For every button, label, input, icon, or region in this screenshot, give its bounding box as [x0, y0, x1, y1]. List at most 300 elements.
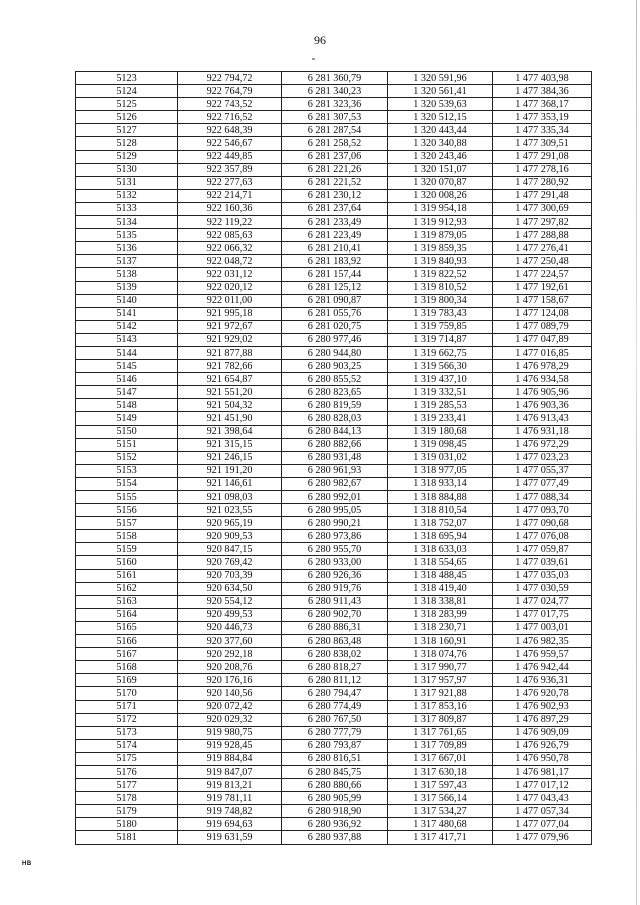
- coordinate-cell: 922 277,63: [178, 176, 282, 189]
- coordinate-cell: 6 281 230,12: [282, 189, 388, 202]
- coordinate-cell: 1 477 023,23: [493, 451, 592, 464]
- coordinate-cell: 6 280 977,46: [282, 333, 388, 346]
- point-number-cell: 5142: [76, 320, 178, 333]
- coordinate-cell: 1 477 353,19: [493, 111, 592, 124]
- coordinate-cell: 6 280 936,92: [282, 818, 388, 831]
- table-row: [76, 517, 592, 530]
- point-number-cell: 5156: [76, 504, 178, 517]
- table-row: [76, 255, 592, 268]
- coordinate-cell: 922 743,52: [178, 98, 282, 111]
- coordinate-cell: 1 317 534,27: [388, 805, 493, 818]
- coordinate-cell: 1 318 884,88: [388, 491, 493, 504]
- point-number-cell: 5134: [76, 216, 178, 229]
- coordinate-cell: 6 280 823,65: [282, 386, 388, 399]
- coordinate-cell: 1 477 030,59: [493, 582, 592, 595]
- coordinate-cell: 1 476 959,57: [493, 648, 592, 661]
- coordinate-cell: 1 320 151,07: [388, 163, 493, 176]
- point-number-cell: 5139: [76, 281, 178, 294]
- table-row: [76, 124, 592, 137]
- coordinate-cell: 6 280 777,79: [282, 726, 388, 739]
- coordinate-cell: 1 317 853,16: [388, 700, 493, 713]
- table-row: [76, 373, 592, 386]
- coordinate-cell: 6 281 221,26: [282, 163, 388, 176]
- coordinate-cell: 6 281 157,44: [282, 268, 388, 281]
- coordinate-cell: 921 504,32: [178, 399, 282, 412]
- coordinate-cell: 921 877,88: [178, 346, 282, 359]
- point-number-cell: 5128: [76, 137, 178, 150]
- coordinate-cell: 1 319 879,05: [388, 229, 493, 242]
- coordinate-cell: 6 280 767,50: [282, 713, 388, 726]
- table-row: [76, 569, 592, 582]
- coordinate-cell: 919 813,21: [178, 779, 282, 792]
- coordinate-cell: 1 318 338,81: [388, 595, 493, 608]
- point-number-cell: 5154: [76, 477, 178, 490]
- coordinate-cell: 6 280 961,93: [282, 464, 388, 477]
- point-number-cell: 5127: [76, 124, 178, 137]
- coordinate-cell: 1 318 283,99: [388, 608, 493, 621]
- coordinate-cell: 1 319 233,41: [388, 412, 493, 425]
- coordinate-cell: 1 319 098,45: [388, 438, 493, 451]
- table-row: [76, 739, 592, 752]
- table-row: [76, 700, 592, 713]
- table-row: [76, 687, 592, 700]
- coordinate-cell: 1 477 035,03: [493, 569, 592, 582]
- coordinate-cell: 922 119,22: [178, 216, 282, 229]
- footer-code: HB: [22, 861, 32, 867]
- coordinate-cell: 1 477 291,08: [493, 150, 592, 163]
- point-number-cell: 5180: [76, 818, 178, 831]
- table-row: [76, 320, 592, 333]
- coordinate-cell: 921 929,02: [178, 333, 282, 346]
- coordinate-cell: 6 280 944,80: [282, 346, 388, 359]
- coordinate-cell: 1 317 761,65: [388, 726, 493, 739]
- table-row: [76, 150, 592, 163]
- table-row: [76, 216, 592, 229]
- coordinate-cell: 1 477 224,57: [493, 268, 592, 281]
- coordinate-cell: 922 648,39: [178, 124, 282, 137]
- table-row: [76, 543, 592, 556]
- coordinate-cell: 1 477 384,36: [493, 85, 592, 98]
- coordinate-cell: 1 318 230,71: [388, 621, 493, 634]
- table-row: [76, 412, 592, 425]
- coordinate-cell: 6 281 090,87: [282, 294, 388, 307]
- point-number-cell: 5170: [76, 687, 178, 700]
- table-row: [76, 726, 592, 739]
- coordinate-cell: 1 319 840,93: [388, 255, 493, 268]
- coordinate-cell: 1 317 921,88: [388, 687, 493, 700]
- point-number-cell: 5160: [76, 556, 178, 569]
- coordinate-cell: 1 477 090,68: [493, 517, 592, 530]
- coordinate-cell: 921 246,15: [178, 451, 282, 464]
- point-number-cell: 5159: [76, 543, 178, 556]
- coordinate-cell: 1 320 561,41: [388, 85, 493, 98]
- point-number-cell: 5130: [76, 163, 178, 176]
- table-row: [76, 176, 592, 189]
- table-row: [76, 137, 592, 150]
- coordinate-cell: 922 066,32: [178, 242, 282, 255]
- point-number-cell: 5176: [76, 765, 178, 778]
- table-row: [76, 307, 592, 320]
- point-number-cell: 5179: [76, 805, 178, 818]
- coordinate-cell: 1 477 291,48: [493, 189, 592, 202]
- coordinate-cell: 1 318 752,07: [388, 517, 493, 530]
- table-row: [76, 818, 592, 831]
- coordinate-cell: 1 477 278,16: [493, 163, 592, 176]
- coordinate-cell: 1 319 822,52: [388, 268, 493, 281]
- table-row: [76, 85, 592, 98]
- coordinate-cell: 1 477 047,89: [493, 333, 592, 346]
- coordinate-cell: 1 477 250,48: [493, 255, 592, 268]
- coordinate-cell: 1 319 662,75: [388, 346, 493, 359]
- table-row: [76, 595, 592, 608]
- coordinate-cell: 1 476 978,29: [493, 360, 592, 373]
- coordinate-cell: 1 477 124,08: [493, 307, 592, 320]
- coordinate-cell: 1 477 403,98: [493, 72, 592, 85]
- coordinate-cell: 6 281 307,53: [282, 111, 388, 124]
- coordinate-cell: 920 554,12: [178, 595, 282, 608]
- table-row: [76, 530, 592, 543]
- coordinate-cell: 6 281 210,41: [282, 242, 388, 255]
- coordinate-cell: 922 546,67: [178, 137, 282, 150]
- table-row: [76, 648, 592, 661]
- point-number-cell: 5125: [76, 98, 178, 111]
- coordinate-cell: 6 281 221,52: [282, 176, 388, 189]
- coordinate-cell: 1 477 288,88: [493, 229, 592, 242]
- point-number-cell: 5135: [76, 229, 178, 242]
- table-row: [76, 464, 592, 477]
- point-number-cell: 5162: [76, 582, 178, 595]
- coordinate-cell: 1 477 039,61: [493, 556, 592, 569]
- coordinate-cell: 6 281 287,54: [282, 124, 388, 137]
- table-row: [76, 399, 592, 412]
- coordinate-cell: 922 764,79: [178, 85, 282, 98]
- coordinate-cell: 1 477 024,77: [493, 595, 592, 608]
- point-number-cell: 5144: [76, 346, 178, 359]
- coordinate-cell: 921 191,20: [178, 464, 282, 477]
- coordinate-cell: 1 477 088,34: [493, 491, 592, 504]
- coordinate-cell: 921 023,55: [178, 504, 282, 517]
- coordinate-cell: 1 319 800,34: [388, 294, 493, 307]
- table-row: [76, 72, 592, 85]
- coordinate-cell: 1 476 920,78: [493, 687, 592, 700]
- coordinate-cell: 6 281 340,23: [282, 85, 388, 98]
- coordinate-cell: 6 280 933,00: [282, 556, 388, 569]
- table-row: [76, 661, 592, 674]
- coordinate-cell: 6 281 223,49: [282, 229, 388, 242]
- page-edge-shadow: [636, 0, 637, 905]
- coordinate-cell: 920 072,42: [178, 700, 282, 713]
- coordinate-cell: 920 446,73: [178, 621, 282, 634]
- coordinate-cell: 6 281 183,92: [282, 255, 388, 268]
- coordinate-cell: 1 476 909,09: [493, 726, 592, 739]
- coordinate-cell: 1 320 070,87: [388, 176, 493, 189]
- table-row: [76, 242, 592, 255]
- coordinate-cell: 6 281 323,36: [282, 98, 388, 111]
- coordinate-cell: 6 280 844,13: [282, 425, 388, 438]
- point-number-cell: 5131: [76, 176, 178, 189]
- point-number-cell: 5133: [76, 202, 178, 215]
- table-row: [76, 477, 592, 490]
- coordinate-cell: 1 477 192,61: [493, 281, 592, 294]
- coordinate-cell: 921 451,90: [178, 412, 282, 425]
- coordinate-cell: 919 884,84: [178, 752, 282, 765]
- table-row: [76, 268, 592, 281]
- coordinate-cell: 1 319 859,35: [388, 242, 493, 255]
- table-row: [76, 438, 592, 451]
- coordinate-cell: 1 318 977,05: [388, 464, 493, 477]
- coordinate-cell: 1 317 990,77: [388, 661, 493, 674]
- point-number-cell: 5136: [76, 242, 178, 255]
- coordinate-cell: 1 318 074,76: [388, 648, 493, 661]
- table-row: [76, 765, 592, 778]
- coordinate-cell: 6 281 237,06: [282, 150, 388, 163]
- coordinate-cell: 922 357,89: [178, 163, 282, 176]
- coordinate-cell: 1 476 897,29: [493, 713, 592, 726]
- coordinate-cell: 1 476 902,93: [493, 700, 592, 713]
- coordinate-cell: 1 319 031,02: [388, 451, 493, 464]
- table-row: [76, 713, 592, 726]
- point-number-cell: 5168: [76, 661, 178, 674]
- coordinate-cell: 920 208,76: [178, 661, 282, 674]
- table-row: [76, 608, 592, 621]
- point-number-cell: 5181: [76, 831, 178, 844]
- table-row: [76, 621, 592, 634]
- coordinate-cell: 1 477 335,34: [493, 124, 592, 137]
- coordinate-cell: 1 319 285,53: [388, 399, 493, 412]
- coordinate-cell: 920 140,56: [178, 687, 282, 700]
- coordinate-cell: 920 634,50: [178, 582, 282, 595]
- coordinate-cell: 1 319 783,43: [388, 307, 493, 320]
- coordinate-cell: 1 477 297,82: [493, 216, 592, 229]
- point-number-cell: 5169: [76, 674, 178, 687]
- point-number-cell: 5163: [76, 595, 178, 608]
- coordinate-cell: 1 319 714,87: [388, 333, 493, 346]
- point-number-cell: 5178: [76, 792, 178, 805]
- coordinate-cell: 1 477 280,92: [493, 176, 592, 189]
- table-row: [76, 163, 592, 176]
- coordinate-cell: 1 477 017,75: [493, 608, 592, 621]
- coordinate-cell: 1 317 957,97: [388, 674, 493, 687]
- coordinate-cell: 920 377,60: [178, 635, 282, 648]
- coordinate-cell: 6 280 811,12: [282, 674, 388, 687]
- point-number-cell: 5145: [76, 360, 178, 373]
- coordinate-cell: 6 280 828,03: [282, 412, 388, 425]
- coordinate-cell: 1 477 076,08: [493, 530, 592, 543]
- coordinate-cell: 1 477 368,17: [493, 98, 592, 111]
- coordinate-cell: 919 631,59: [178, 831, 282, 844]
- table-row: [76, 451, 592, 464]
- coordinate-cell: 1 476 913,43: [493, 412, 592, 425]
- coordinate-cell: 922 794,72: [178, 72, 282, 85]
- coordinate-cell: 6 280 793,87: [282, 739, 388, 752]
- coordinate-cell: 6 280 982,67: [282, 477, 388, 490]
- coordinate-cell: 1 319 180,68: [388, 425, 493, 438]
- table-row: [76, 111, 592, 124]
- coordinate-cell: 921 782,66: [178, 360, 282, 373]
- point-number-cell: 5175: [76, 752, 178, 765]
- coordinate-cell: 919 781,11: [178, 792, 282, 805]
- coordinate-cell: 1 476 981,17: [493, 765, 592, 778]
- coordinate-cell: 922 048,72: [178, 255, 282, 268]
- coordinate-cell: 1 318 695,94: [388, 530, 493, 543]
- point-number-cell: 5153: [76, 464, 178, 477]
- table-row: [76, 229, 592, 242]
- coordinate-cell: 6 281 360,79: [282, 72, 388, 85]
- table-row: [76, 674, 592, 687]
- point-number-cell: 5157: [76, 517, 178, 530]
- coordinate-cell: 1 319 566,30: [388, 360, 493, 373]
- coordinate-cell: 1 477 093,70: [493, 504, 592, 517]
- coordinate-cell: 6 280 973,86: [282, 530, 388, 543]
- table-row: [76, 805, 592, 818]
- coordinate-cell: 1 317 566,14: [388, 792, 493, 805]
- coordinate-cell: 1 477 300,69: [493, 202, 592, 215]
- table-row: [76, 202, 592, 215]
- coordinate-cell: 919 748,82: [178, 805, 282, 818]
- coordinate-cell: 922 214,71: [178, 189, 282, 202]
- coordinate-cell: 6 280 794,47: [282, 687, 388, 700]
- table-row: [76, 556, 592, 569]
- coordinate-cell: 920 965,19: [178, 517, 282, 530]
- coordinate-cell: 1 476 934,58: [493, 373, 592, 386]
- coordinate-cell: 6 280 882,66: [282, 438, 388, 451]
- coordinate-cell: 1 477 077,49: [493, 477, 592, 490]
- coordinate-cell: 1 318 488,45: [388, 569, 493, 582]
- coordinate-cell: 6 280 855,52: [282, 373, 388, 386]
- coordinate-cell: 922 031,12: [178, 268, 282, 281]
- coordinate-cell: 922 085,63: [178, 229, 282, 242]
- table-row: [76, 635, 592, 648]
- coordinate-cell: 1 477 016,85: [493, 346, 592, 359]
- coordinate-cell: 921 146,61: [178, 477, 282, 490]
- coordinate-cell: 1 317 630,18: [388, 765, 493, 778]
- page-number: 96: [314, 33, 326, 47]
- coordinate-cell: 920 499,53: [178, 608, 282, 621]
- coordinate-cell: 920 769,42: [178, 556, 282, 569]
- coordinate-cell: 1 318 160,91: [388, 635, 493, 648]
- point-number-cell: 5177: [76, 779, 178, 792]
- point-number-cell: 5161: [76, 569, 178, 582]
- coordinate-cell: 922 716,52: [178, 111, 282, 124]
- coordinate-cell: 1 477 077,04: [493, 818, 592, 831]
- point-number-cell: 5138: [76, 268, 178, 281]
- point-number-cell: 5137: [76, 255, 178, 268]
- table-row: [76, 360, 592, 373]
- coordinate-cell: 1 319 437,10: [388, 373, 493, 386]
- point-number-cell: 5148: [76, 399, 178, 412]
- coordinate-cell: 1 318 810,54: [388, 504, 493, 517]
- coordinate-cell: 6 280 931,48: [282, 451, 388, 464]
- coordinate-cell: 921 995,18: [178, 307, 282, 320]
- coordinate-cell: 1 320 443,44: [388, 124, 493, 137]
- coordinate-cell: 6 280 880,66: [282, 779, 388, 792]
- point-number-cell: 5140: [76, 294, 178, 307]
- coordinate-cell: 6 281 237,64: [282, 202, 388, 215]
- point-number-cell: 5155: [76, 491, 178, 504]
- coordinate-cell: 920 292,18: [178, 648, 282, 661]
- table-row: [76, 792, 592, 805]
- coordinate-cell: 6 280 902,70: [282, 608, 388, 621]
- coordinate-cell: 6 280 845,75: [282, 765, 388, 778]
- coordinate-cell: 1 318 554,65: [388, 556, 493, 569]
- table-row: [76, 294, 592, 307]
- coordinate-cell: 1 317 417,71: [388, 831, 493, 844]
- scan-speck: [312, 58, 315, 60]
- coordinate-cell: 6 280 995,05: [282, 504, 388, 517]
- coordinate-cell: 6 280 918,90: [282, 805, 388, 818]
- coordinate-cell: 919 694,63: [178, 818, 282, 831]
- coordinate-cell: 6 280 911,43: [282, 595, 388, 608]
- coordinate-cell: 6 280 819,59: [282, 399, 388, 412]
- coordinate-cell: 6 280 903,25: [282, 360, 388, 373]
- table-row: [76, 189, 592, 202]
- coordinate-cell: 6 280 955,70: [282, 543, 388, 556]
- coordinate-cell: 6 280 838,02: [282, 648, 388, 661]
- coordinate-cell: 1 476 982,35: [493, 635, 592, 648]
- coordinate-cell: 6 281 233,49: [282, 216, 388, 229]
- point-number-cell: 5146: [76, 373, 178, 386]
- coordinate-cell: 1 317 480,68: [388, 818, 493, 831]
- coordinate-cell: 1 318 933,14: [388, 477, 493, 490]
- coordinate-cell: 1 476 950,78: [493, 752, 592, 765]
- coordinate-cell: 6 280 990,21: [282, 517, 388, 530]
- coordinate-cell: 6 280 937,88: [282, 831, 388, 844]
- coordinate-cell: 920 029,32: [178, 713, 282, 726]
- table-row: [76, 346, 592, 359]
- coordinate-cell: 1 320 591,96: [388, 72, 493, 85]
- coordinate-cell: 1 477 079,96: [493, 831, 592, 844]
- point-number-cell: 5158: [76, 530, 178, 543]
- coordinate-cell: 6 280 926,36: [282, 569, 388, 582]
- coordinate-cell: 1 318 633,03: [388, 543, 493, 556]
- coordinate-cell: 1 477 017,12: [493, 779, 592, 792]
- point-number-cell: 5126: [76, 111, 178, 124]
- point-number-cell: 5174: [76, 739, 178, 752]
- point-number-cell: 5149: [76, 412, 178, 425]
- coordinate-cell: 6 280 992,01: [282, 491, 388, 504]
- coordinate-cell: 1 320 512,15: [388, 111, 493, 124]
- coordinate-cell: 1 476 936,31: [493, 674, 592, 687]
- coordinate-cell: 1 476 972,29: [493, 438, 592, 451]
- coordinate-cell: 1 477 089,79: [493, 320, 592, 333]
- point-number-cell: 5147: [76, 386, 178, 399]
- coordinate-cell: 921 098,03: [178, 491, 282, 504]
- point-number-cell: 5167: [76, 648, 178, 661]
- table-row: [76, 333, 592, 346]
- coordinate-cell: 1 320 008,26: [388, 189, 493, 202]
- coordinate-cell: 1 319 810,52: [388, 281, 493, 294]
- coordinate-cell: 6 281 020,75: [282, 320, 388, 333]
- coordinate-cell: 920 847,15: [178, 543, 282, 556]
- point-number-cell: 5152: [76, 451, 178, 464]
- table-row: [76, 98, 592, 111]
- coordinates-table-body: [76, 72, 592, 845]
- coordinate-cell: 6 280 919,76: [282, 582, 388, 595]
- coordinate-cell: 921 551,20: [178, 386, 282, 399]
- coordinate-cell: 1 319 912,93: [388, 216, 493, 229]
- table-row: [76, 491, 592, 504]
- coordinate-cell: 6 281 125,12: [282, 281, 388, 294]
- table-row: [76, 752, 592, 765]
- coordinate-cell: 1 476 926,79: [493, 739, 592, 752]
- coordinate-cell: 1 320 340,88: [388, 137, 493, 150]
- coordinate-cell: 1 477 043,43: [493, 792, 592, 805]
- coordinate-cell: 6 280 863,48: [282, 635, 388, 648]
- coordinate-cell: 921 315,15: [178, 438, 282, 451]
- coordinate-cell: 6 280 818,27: [282, 661, 388, 674]
- coordinate-cell: 920 703,39: [178, 569, 282, 582]
- coordinate-cell: 1 319 954,18: [388, 202, 493, 215]
